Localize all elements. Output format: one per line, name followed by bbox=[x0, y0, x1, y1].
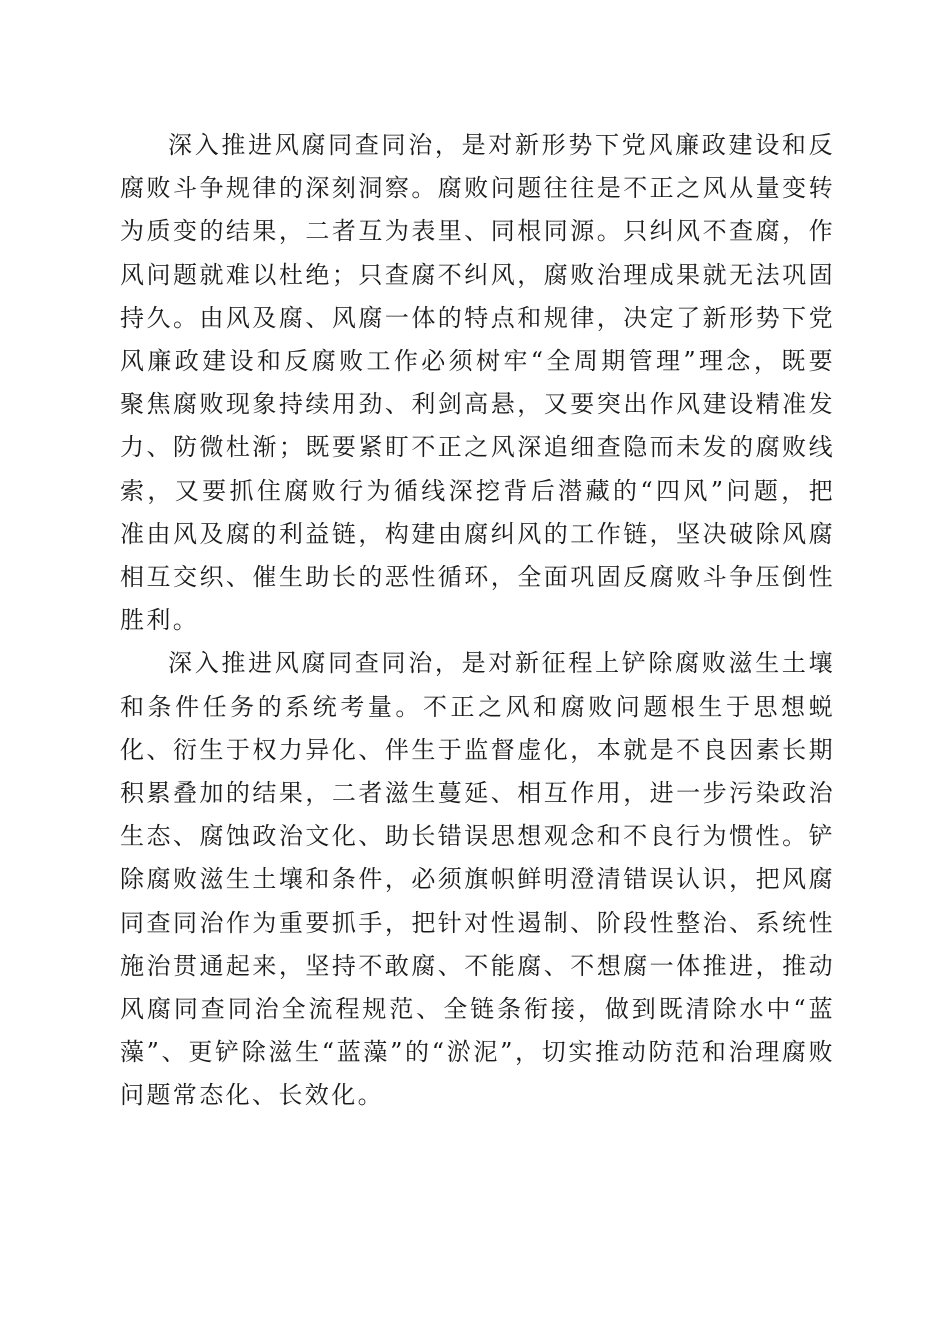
paragraph-2: 深入推进风腐同查同治，是对新征程上铲除腐败滋生土壤和条件任务的系统考量。不正之风和腐败问题根生于思想蜕化、衍生于权力异化、伴生于监督虚化，本就是不良因素长期积累叠加的结果，二者滋生蔓延、相互作用，进一步污染政治生态、腐蚀政治文化、助长错误思想观念和不良行为惯性。铲除腐败滋生土壤和条件，必须旗帜鲜明澄清错误认识，把风腐同查同治作为重要抓手，把针对性遏制、阶段性整治、系统性施治贯通起来，坚持不敢腐、不能腐、不想腐一体推进，推动风腐同查同治全流程规范、全链条衔接，做到既清除水中“蓝藻”、更铲除滋生“蓝藻”的“淤泥”，切实推动防范和治理腐败问题常态化、长效化。 bbox=[120, 649, 835, 1110]
document-page bbox=[120, 124, 835, 1118]
paragraph-1: 深入推进风腐同查同治，是对新形势下党风廉政建设和反腐败斗争规律的深刻洞察。腐败问题往往是不正之风从量变转为质变的结果，二者互为表里、同根同源。只纠风不查腐，作风问题就难以杜绝；只查腐不纠风，腐败治理成果就无法巩固持久。由风及腐、风腐一体的特点和规律，决定了新形势下党风廉政建设和反腐败工作必须树牢“全周期管理”理念，既要聚焦腐败现象持续用劲、利剑高悬，又要突出作风建设精准发力、防微杜渐；既要紧盯不正之风深追细查隐而未发的腐败线索，又要抓住腐败行为循线深挖背后潜藏的“四风”问题，把准由风及腐的利益链，构建由腐纠风的工作链，坚决破除风腐相互交织、催生助长的恶性循环，全面巩固反腐败斗争压倒性胜利。 bbox=[120, 131, 835, 635]
